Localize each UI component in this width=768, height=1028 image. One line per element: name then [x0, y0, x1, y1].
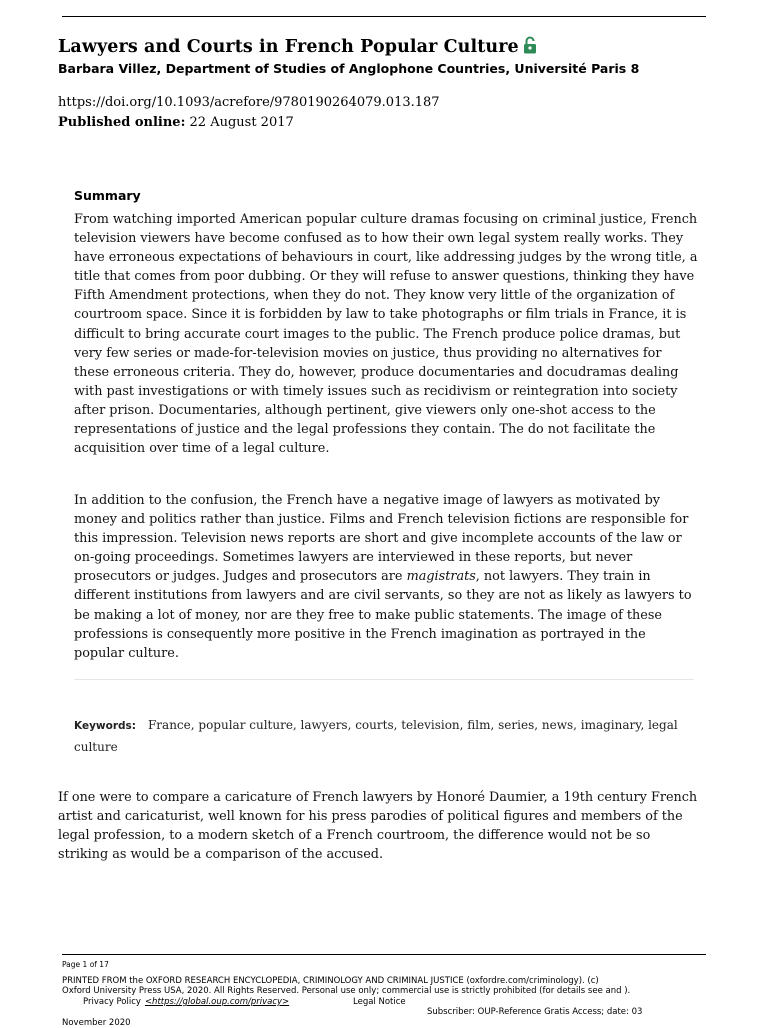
keywords	[74, 715, 699, 757]
privacy-policy-link[interactable]: <https://global.oup.com/privacy>	[144, 997, 290, 1007]
summary-paragraph-2-part-1: In addition to the confusion, the French have a negative image of lawyers as motivated by money and politics rather than justice. Films and French television fictions are responsible for this impression. Television news reports are short and give incomplete accounts of the law or on-going proceedings. Sometimes lawyers are interviewed in these reports, but never prosecutors or judges. Judges and prosecutors are	[74, 493, 689, 585]
article-title-text: Lawyers and Courts in French Popular Culture	[58, 37, 519, 57]
doi-link[interactable]: https://doi.org/10.1093/acrefore/9780190264079.013.187	[58, 95, 440, 110]
keywords-label: Keywords:	[74, 720, 136, 732]
header-rule	[62, 16, 706, 17]
keywords-list: France, popular culture, lawyers, courts, television, film, series, news, imaginary, legal culture	[74, 718, 678, 754]
summary-divider	[74, 679, 694, 680]
author-affiliation: Barbara Villez, Department of Studies of Anglophone Countries, Université Paris 8	[58, 61, 640, 76]
access-date-line: November 2020	[62, 1018, 131, 1028]
privacy-policy	[83, 997, 289, 1007]
summary-paragraph-2	[74, 491, 699, 663]
page-number: Page 1 of 17	[62, 960, 109, 969]
open-lock-icon	[523, 36, 537, 59]
summary-paragraph-2-part-2: , not lawyers. They train in different institutions from lawyers and are civil servants, so they are not as likely as lawyers to be making a lot of money, nor are they free to make public statements. The image of these professions is consequently more positive in the French imagination as portrayed in the popular culture.	[74, 569, 692, 661]
subscriber-line: Subscriber: OUP-Reference Gratis Access; date: 03	[427, 1007, 643, 1017]
body-paragraph-1: If one were to compare a caricature of French lawyers by Honoré Daumier, a 19th century French artist and caricaturist, well known for his press parodies of political figures and members of the legal profession, to a modern sketch of a French courtroom, the difference would not be so striking as would be a comparison of the accused.	[58, 790, 698, 863]
summary-heading: Summary	[74, 188, 141, 203]
published-date-value: 22 August 2017	[189, 115, 294, 130]
published-label: Published online:	[58, 115, 186, 130]
article-title	[58, 36, 537, 59]
summary-paragraph-2-italic: magistrats	[406, 569, 476, 585]
printed-from-line: PRINTED FROM the OXFORD RESEARCH ENCYCLOPEDIA, CRIMINOLOGY AND CRIMINAL JUSTICE (oxfordre.com/criminology). (c)	[62, 976, 599, 986]
legal-notice-link[interactable]: Legal Notice	[353, 997, 406, 1007]
privacy-policy-label: Privacy Policy	[83, 997, 141, 1007]
summary-paragraph-1: From watching imported American popular culture dramas focusing on criminal justice, French television viewers have become confused as to how their own legal system really works. They have erroneous expectations of behaviours in court, like addressing judges by the wrong title, a title that comes from poor dubbing. Or they will refuse to answer questions, thinking they have Fifth Amendment protections, when they do not. They know very little of the organization of courtroom space. Since it is forbidden by law to take photographs or film trials in France, it is difficult to bring accurate court images to the public. The French produce police dramas, but very few series or made-for-television movies on justice, thus providing no alternatives for these erroneous criteria. They do, however, produce documentaries and docudramas dealing with past investigations or with timely issues such as recidivism or reintegration into society after prison. Documentaries, although pertinent, give viewers only one-shot access to the representations of justice and the legal professions they contain. The do not facilitate the acquisition over time of a legal culture.	[74, 212, 698, 457]
copyright-line: Oxford University Press USA, 2020. All Rights Reserved. Personal use only; commercial use is strictly prohibited (for details see and ).	[62, 986, 631, 996]
footer-rule	[62, 954, 706, 955]
published-date	[58, 115, 294, 130]
